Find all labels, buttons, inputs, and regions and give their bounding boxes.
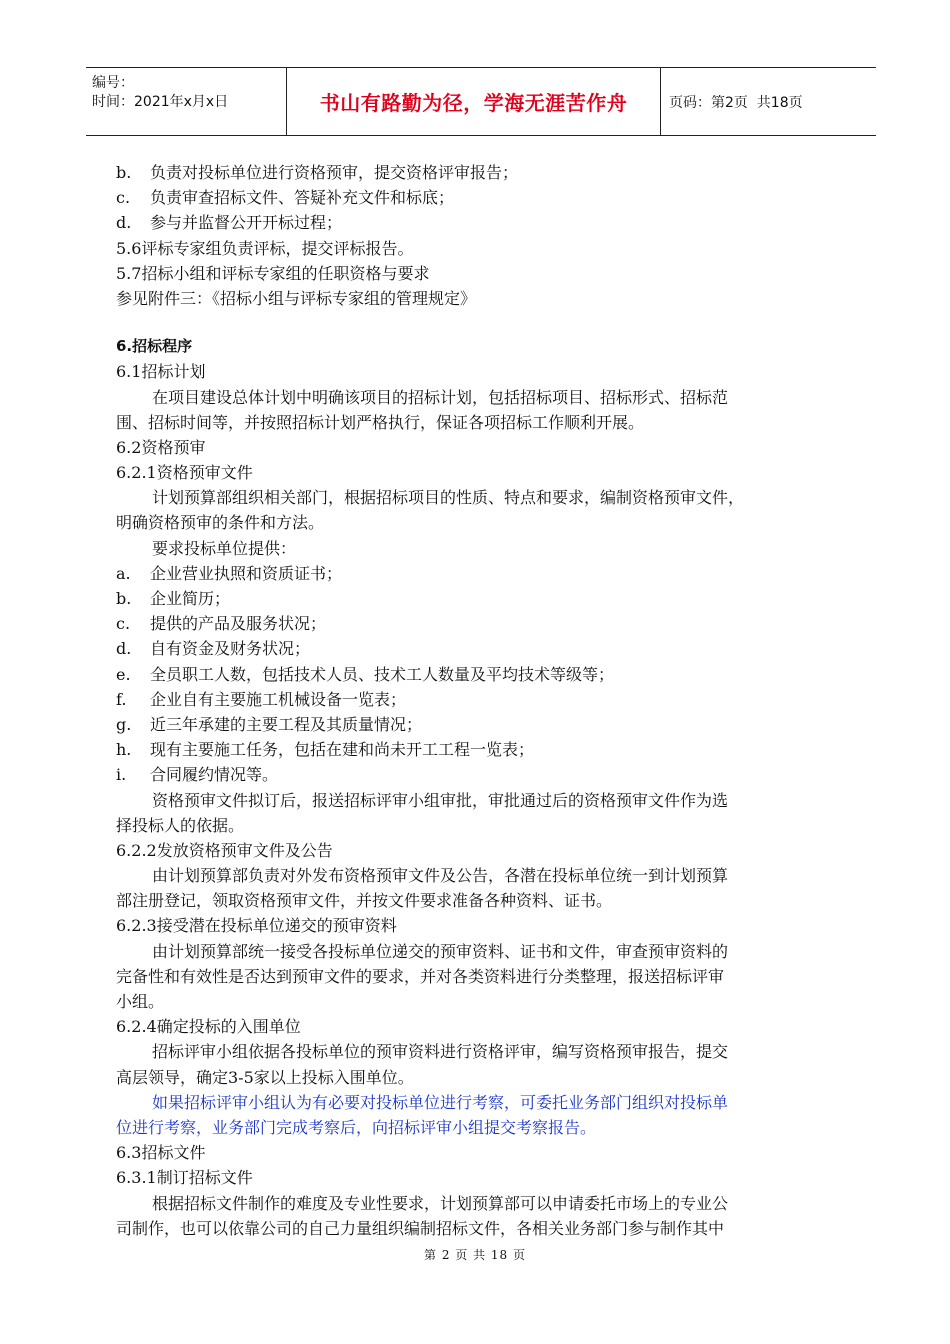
list-item: b. 负责对投标单位进行资格预审，提交资格评审报告； [116,163,519,182]
list-item: e. 全员职工人数，包括技术人员、技术工人数量及平均技术等级等； [116,664,615,684]
list-item: i. 合同履约情况等。 [116,765,279,785]
paragraph-line: 明确资格预审的条件和方法。 [116,513,325,533]
list-item: a. 企业营业执照和资质证书； [116,563,343,583]
page-header [86,67,876,136]
paragraph-line: 高层领导，确定3-5家以上投标入围单位。 [116,1067,414,1087]
heading-6-2-3: 6.2.3接受潜在投标单位递交的预审资料 [116,916,397,936]
list-item: d. 自有资金及财务状况； [116,639,311,659]
heading-6-2-4: 6.2.4确定投标的入围单位 [116,1017,301,1037]
heading-6-1: 6.1招标计划 [116,362,206,382]
paragraph-line: 由计划预算部统一接受各投标单位递交的预审资料、证书和文件，审查预审资料的 [152,941,729,961]
header-page-info: 页码：第2页 共18页 [669,94,803,111]
list-item: c. 负责审查招标文件、答疑补充文件和标底； [116,188,455,208]
list-item: g. 近三年承建的主要工程及其质量情况； [116,714,423,734]
heading-6-2-1: 6.2.1资格预审文件 [116,463,253,483]
paragraph-line: 司制作，也可以依靠公司的自己力量组织编制招标文件，各相关业务部门参与制作其中 [116,1218,725,1238]
paragraph-line: 资格预审文件拟订后，报送招标评审小组审批，审批通过后的资格预审文件作为选 [152,790,729,810]
paragraph-line: 小组。 [116,992,165,1011]
paragraph-line: 围、招标时间等，并按照招标计划严格执行，保证各项招标工作顺利开展。 [116,412,645,432]
list-item: b. 企业简历； [116,589,231,608]
requirement-intro: 要求投标单位提供： [152,538,297,558]
heading-5-7: 5.7招标小组和评标专家组的任职资格与要求 [116,263,430,283]
highlighted-paragraph-line: 如果招标评审小组认为有必要对投标单位进行考察，可委托业务部门组织对投标单 [152,1092,729,1112]
paragraph-line: 由计划预算部负责对外发布资格预审文件及公告，各潜在投标单位统一到计划预算 [152,866,729,886]
document-body [116,160,856,1241]
heading-6-3-1: 6.3.1制订招标文件 [116,1168,253,1188]
header-motto: 书山有路勤为径，学海无涯苦作舟 [287,68,661,135]
paragraph-5-6: 5.6评标专家组负责评标，提交评标报告。 [116,238,414,258]
header-page-info-cell [661,68,876,135]
reference-note: 参见附件三：《招标小组与评标专家组的管理规定》 [116,288,477,308]
highlighted-paragraph-line: 位进行考察，业务部门完成考察后，向招标评审小组提交考察报告。 [116,1117,597,1137]
list-item: d. 参与并监督公开开标过程； [116,213,343,233]
page-footer: 第 2 页 共 18 页 [424,1248,526,1262]
section-heading-6: 6.招标程序 [116,337,193,356]
list-item: f. 企业自有主要施工机械设备一览表； [116,689,407,709]
list-item: c. 提供的产品及服务状况； [116,614,327,634]
heading-6-3: 6.3招标文件 [116,1143,206,1163]
paragraph-line: 完备性和有效性是否达到预审文件的要求，并对各类资料进行分类整理，报送招标评审 [116,966,725,986]
heading-6-2: 6.2资格预审 [116,437,206,457]
list-item: h. 现有主要施工任务，包括在建和尚未开工工程一览表； [116,740,535,760]
header-meta [86,68,287,135]
paragraph-line: 计划预算部组织相关部门，根据招标项目的性质、特点和要求，编制资格预审文件， [152,488,745,508]
header-number-label: 编号： [92,75,134,91]
paragraph-line: 根据招标文件制作的难度及专业性要求，计划预算部可以申请委托市场上的专业公 [152,1193,729,1213]
paragraph-line: 在项目建设总体计划中明确该项目的招标计划，包括招标项目、招标形式、招标范 [152,387,729,407]
paragraph-line: 部注册登记，领取资格预审文件，并按文件要求准备各种资料、证书。 [116,891,613,911]
paragraph-line: 择投标人的依据。 [116,815,245,835]
paragraph-line: 招标评审小组依据各投标单位的预审资料进行资格评审，编写资格预审报告，提交 [152,1042,729,1062]
spacer [116,311,856,334]
header-date-label: 时间：2021年x月x日 [92,94,229,110]
heading-6-2-2: 6.2.2发放资格预审文件及公告 [116,840,333,860]
